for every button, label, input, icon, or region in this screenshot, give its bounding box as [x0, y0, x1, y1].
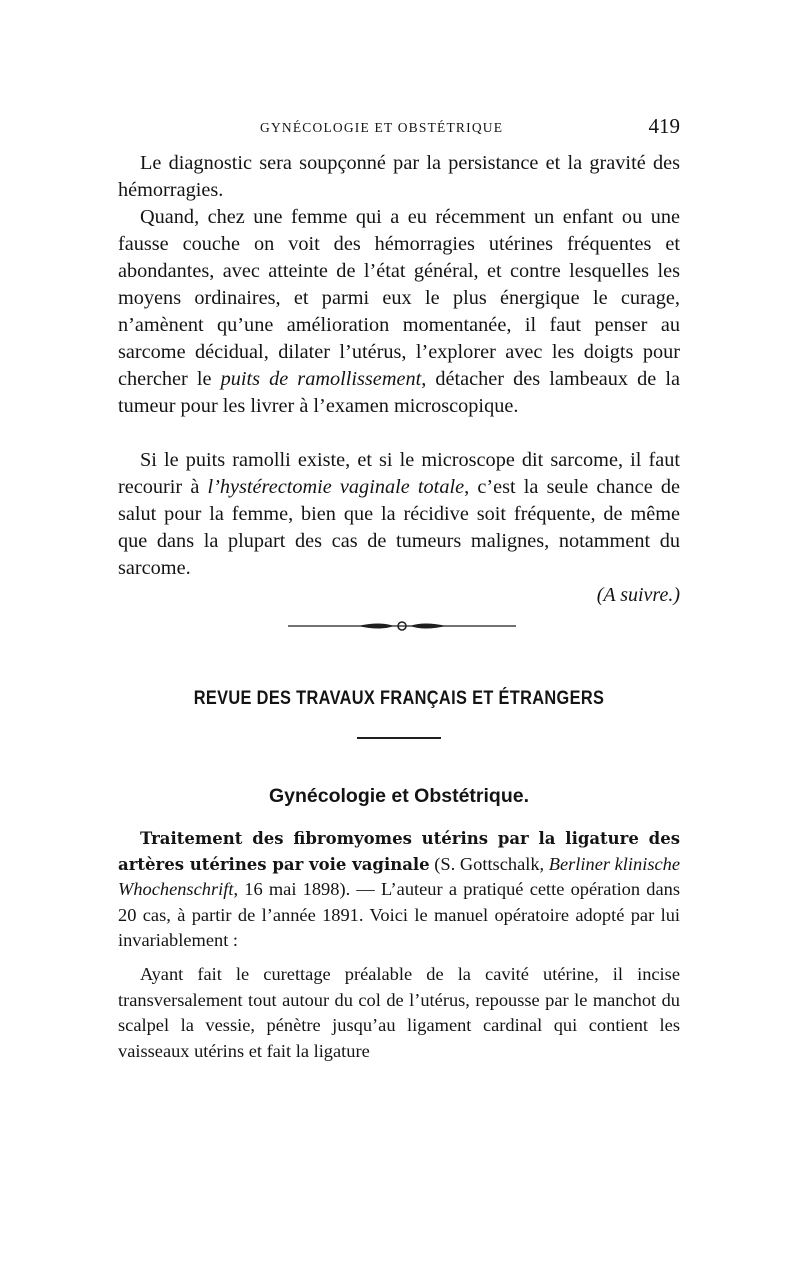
paragraph-text: Ayant fait le curettage préalable de la cavité utérine, il incise transversalement tout autour du col de l’utérus, repousse par le manchot du scalpel la vessie, pénètre jusqu’au ligament cardinal qui contient les vaisseaux utérins et fait la ligature — [118, 964, 680, 1061]
to-be-continued: (A suivre.) — [596, 584, 680, 606]
paragraph-hysterectomie — [118, 447, 680, 582]
paragraph-curage — [118, 204, 680, 420]
paragraph-diagnostic — [118, 150, 680, 204]
citation-text: (S. Gottschalk, — [429, 853, 549, 874]
article-paragraph — [118, 826, 680, 954]
page-number: 419 — [648, 114, 680, 138]
paragraph-text: Quand, chez une femme qui a eu récemment un enfant ou une fausse couche on voit des hémorragies utérines fréquentes et abondantes, avec atteinte de l’état général, et contre lesquelles les moyens ordinaires, et parmi eux le plus énergique le curage, n’amènent qu’une amélioration momentanée, il faut penser au sarcome décidual, dilater l’utérus, l’explorer avec les doigts pour chercher le — [118, 206, 680, 390]
article-heading: Traitement des fibromyomes utérins par la ligature des artères utérines par voie vaginale — [118, 829, 680, 874]
journal-name: Berliner klinische Whochenschrift — [118, 853, 681, 900]
article-paragraph-procedure — [118, 962, 680, 1064]
running-head — [118, 116, 680, 140]
paragraph-text: , c’est la seule chance de salut pour la femme, bien que la récidive soit fréquente, de même que dans la plupart des cas de tumeurs malignes, notamment du sarcome. — [118, 476, 680, 579]
section-title: REVUE DES TRAVAUX FRANÇAIS ET ÉTRANGERS — [193, 688, 605, 709]
section-divider — [357, 737, 441, 739]
italic-term: puits de ramollissement — [220, 368, 422, 390]
subsection-title: Gynécologie et Obstétrique. — [268, 785, 530, 807]
running-title: GYNÉCOLOGIE ET OBSTÉTRIQUE — [260, 120, 504, 135]
ornamental-rule — [288, 618, 516, 634]
citation-text: , 16 mai 1898). — L’auteur a pratiqué cette opération dans 20 cas, à partir de l’année 1891. Voici le manuel opératoire adopté par lui invariablement : — [118, 879, 680, 951]
paragraph-text: Si le puits ramolli existe, et si le microscope dit sarcome, il faut recourir à — [118, 449, 680, 498]
italic-term: l’hystérectomie vaginale totale — [207, 476, 465, 498]
paragraph-text: Le diagnostic sera soupçonné par la persistance et la gravité des hémorragies. — [118, 152, 680, 201]
paragraph-text: , détacher des lambeaux de la tumeur pour les livrer à l’examen microscopique. — [118, 368, 680, 417]
